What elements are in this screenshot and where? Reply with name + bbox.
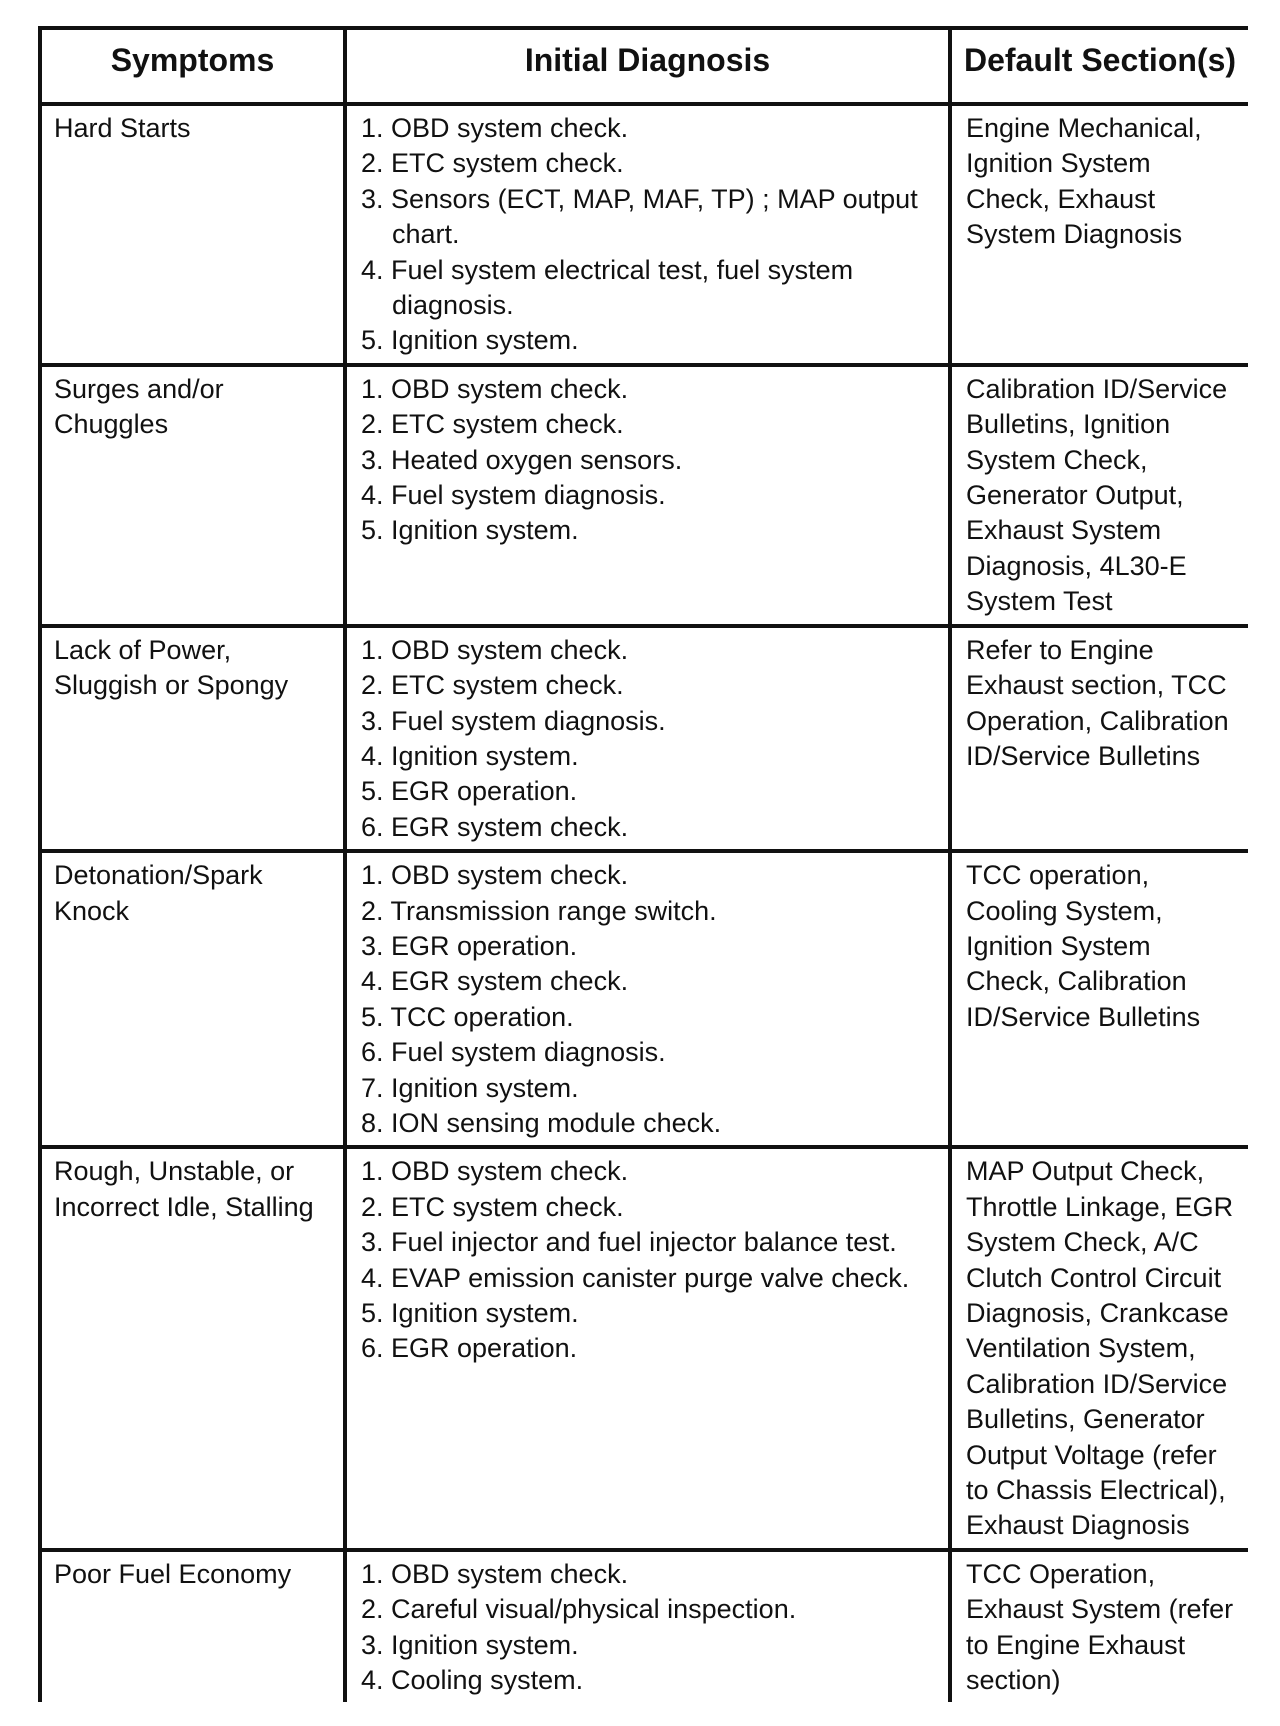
diagnosis-step: 2. ETC system check.: [361, 409, 624, 440]
table-row: [40, 104, 1248, 365]
diagnosis-step: 4. Fuel system diagnosis.: [361, 480, 666, 511]
diagnosis-step: 3. Sensors (ECT, MAP, MAF, TP) ; MAP output chart.: [361, 183, 918, 250]
diagnosis-step: 4. Fuel system electrical test, fuel system diagnosis.: [361, 254, 854, 321]
diagnosis-cell: [345, 104, 950, 365]
table-row: [40, 365, 1248, 626]
diagnosis-steps-list: [361, 633, 938, 845]
diagnosis-steps-list: [361, 1557, 938, 1699]
table-row: [40, 1147, 1248, 1549]
diagnosis-cell: [345, 1147, 950, 1549]
diagnosis-step: 4. Ignition system.: [361, 740, 579, 771]
diagnosis-step: 1. OBD system check.: [361, 1558, 629, 1589]
symptom-cell: Rough, Unstable, or Incorrect Idle, Stalling: [40, 1147, 345, 1549]
diagnosis-steps-list: [361, 372, 938, 549]
diagnosis-steps-list: [361, 111, 938, 359]
diagnosis-step: 6. Fuel system diagnosis.: [361, 1037, 666, 1068]
diagnosis-step: 6. EGR operation.: [361, 1333, 578, 1364]
diagnosis-step: 2. ETC system check.: [361, 148, 624, 179]
default-sections-cell: TCC Operation, Exhaust System (refer to Engine Exhaust section): [950, 1550, 1248, 1703]
diagnosis-step: 1. OBD system check.: [361, 860, 629, 891]
diagnosis-step: 1. OBD system check.: [361, 1156, 629, 1187]
diagnosis-cell: [345, 365, 950, 626]
diagnosis-table-wrapper: [38, 26, 1248, 1726]
diagnosis-step: 2. ETC system check.: [361, 670, 624, 701]
diagnosis-step: 5. EGR operation.: [361, 776, 578, 807]
symptom-cell: Surges and/or Chuggles: [40, 365, 345, 626]
symptom-cell: Detonation/Spark Knock: [40, 851, 345, 1147]
diagnosis-step: 3. Fuel injector and fuel injector balance test.: [361, 1227, 897, 1258]
diagnosis-cell: [345, 626, 950, 851]
diagnosis-step: 6. EGR system check.: [361, 811, 629, 842]
diagnosis-cell: [345, 851, 950, 1147]
diagnosis-steps-list: [361, 1154, 938, 1366]
default-sections-cell: Engine Mechanical, Ignition System Check, Exhaust System Diagnosis: [950, 104, 1248, 365]
diagnosis-step: 2. ETC system check.: [361, 1191, 624, 1222]
default-sections-cell: TCC operation, Cooling System, Ignition System Check, Calibration ID/Service Bulletins: [950, 851, 1248, 1147]
table-row: [40, 851, 1248, 1147]
header-default-sections: Default Section(s): [950, 28, 1248, 104]
diagnosis-step: 5. Ignition system.: [361, 325, 579, 356]
table-row: [40, 626, 1248, 851]
diagnosis-step: 7. Ignition system.: [361, 1072, 579, 1103]
diagnosis-step: 2. Careful visual/physical inspection.: [361, 1594, 797, 1625]
default-sections-cell: MAP Output Check, Throttle Linkage, EGR System Check, A/C Clutch Control Circuit Diagnosis, Crankcase Ventilation System, Calibration ID/Service Bulletins, Generator Output Voltage (refer to Chassis Electrical), Exhaust Diagnosis: [950, 1147, 1248, 1549]
default-sections-cell: Refer to Engine Exhaust section, TCC Operation, Calibration ID/Service Bulletins: [950, 626, 1248, 851]
symptom-diagnosis-table: [38, 26, 1248, 1702]
diagnosis-step: 3. Fuel system diagnosis.: [361, 705, 666, 736]
diagnosis-step: 4. EVAP emission canister purge valve check.: [361, 1262, 910, 1293]
diagnosis-step: 5. Ignition system.: [361, 1298, 579, 1328]
diagnosis-step: 3. Ignition system.: [361, 1629, 579, 1660]
header-symptoms: Symptoms: [40, 28, 345, 104]
diagnosis-step: 1. OBD system check.: [361, 113, 629, 143]
diagnosis-steps-list: [361, 858, 938, 1141]
diagnosis-step: 1. OBD system check.: [361, 373, 629, 404]
diagnosis-step: 2. Transmission range switch.: [361, 895, 717, 926]
diagnosis-step: 3. Heated oxygen sensors.: [361, 444, 683, 475]
diagnosis-step: 8. ION sensing module check.: [361, 1107, 722, 1138]
diagnosis-step: 1. OBD system check.: [361, 634, 629, 665]
diagnosis-step: 5. TCC operation.: [361, 1001, 574, 1032]
table-header-row: [40, 28, 1248, 104]
diagnosis-step: 4. EGR system check.: [361, 966, 629, 997]
diagnosis-cell: [345, 1550, 950, 1703]
diagnosis-step: 3. EGR operation.: [361, 930, 578, 961]
symptom-cell: Lack of Power, Sluggish or Spongy: [40, 626, 345, 851]
symptom-cell: Hard Starts: [40, 104, 345, 365]
default-sections-cell: Calibration ID/Service Bulletins, Ignition System Check, Generator Output, Exhaust System Diagnosis, 4L30-E System Test: [950, 365, 1248, 626]
diagnosis-step: 5. Ignition system.: [361, 515, 579, 546]
symptom-cell: Poor Fuel Economy: [40, 1550, 345, 1703]
header-initial-diagnosis: Initial Diagnosis: [345, 28, 950, 104]
table-row: [40, 1550, 1248, 1703]
diagnosis-step: 4. Cooling system.: [361, 1665, 584, 1696]
